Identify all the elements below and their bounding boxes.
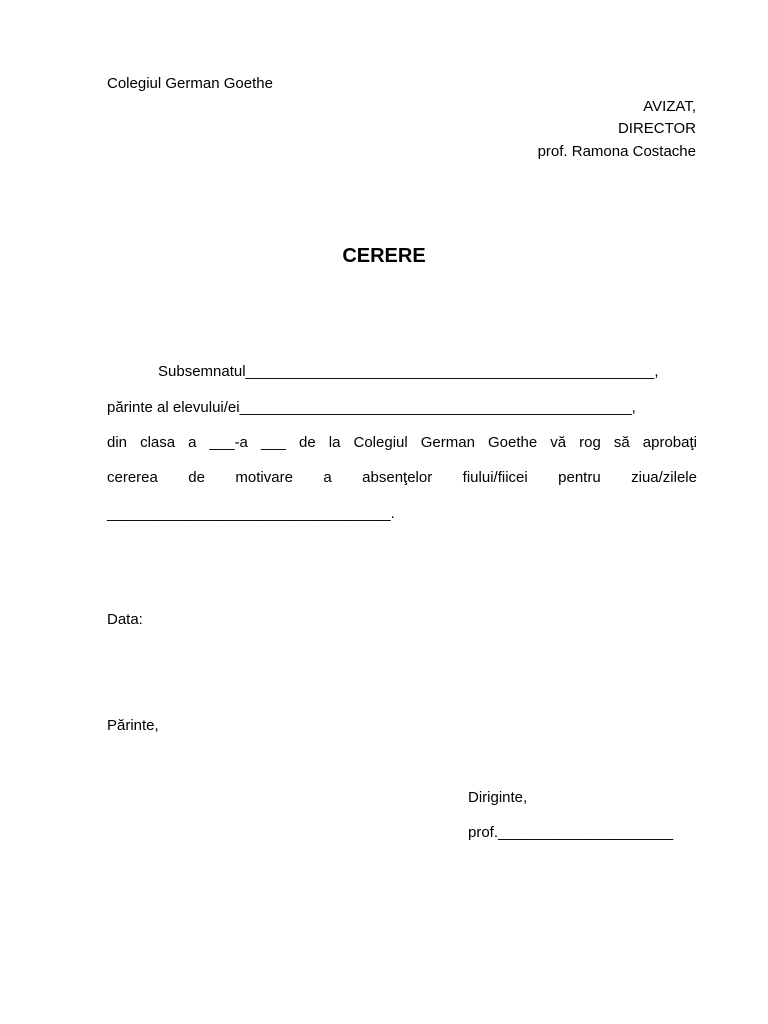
approval-line-1: AVIZAT,: [643, 98, 696, 115]
teacher-signature-line: prof._____________________: [468, 824, 674, 841]
body-line-5: __________________________________.: [107, 505, 395, 522]
document-title: CERERE: [342, 245, 426, 267]
body-line-4: cererea de motivare a absenţelor fiului/fiicei pentru ziua/zilele: [107, 469, 697, 486]
body-line-1: Subsemnatul_________________________________________________,: [158, 363, 659, 380]
parent-signature-label: Părinte,: [107, 717, 159, 734]
body-line-3: din clasa a ___-a ___ de la Colegiul German Goethe vă rog să aprobaţi: [107, 434, 697, 451]
approval-line-2: DIRECTOR: [617, 120, 696, 137]
school-name: Colegiul German Goethe: [107, 75, 273, 92]
date-label: Data:: [107, 611, 143, 628]
body-line-2: părinte al elevului/ei_______________________________________________,: [107, 399, 636, 416]
approval-line-3: prof. Ramona Costache: [537, 143, 696, 160]
teacher-label: Diriginte,: [468, 789, 528, 806]
